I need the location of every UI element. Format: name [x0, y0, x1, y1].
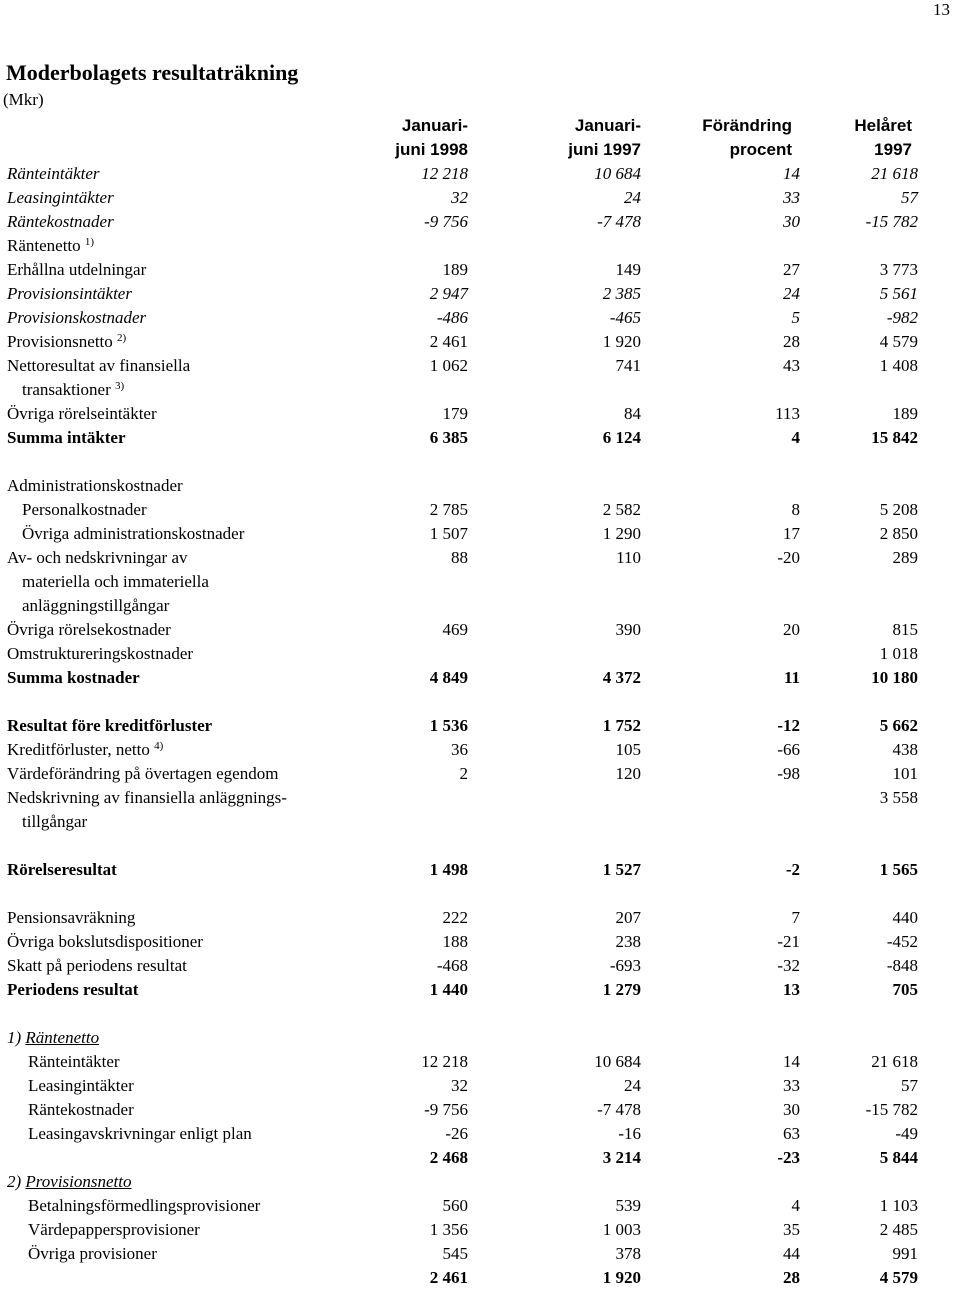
row-value: 5 561: [879, 284, 918, 303]
row-value: -26: [445, 1124, 468, 1143]
row-label: Periodens resultat: [7, 980, 139, 999]
table-row: [0, 330, 960, 354]
table-row: [0, 1266, 960, 1290]
row-value: 705: [892, 980, 918, 999]
row-value: 33: [783, 188, 800, 207]
row-label: Kreditförluster, netto $^{4)}$: [7, 740, 164, 759]
row-value: 2 485: [879, 1220, 918, 1239]
table-row: [0, 978, 960, 1002]
table-row: [0, 1242, 960, 1266]
row-value: 20: [783, 620, 800, 639]
row-value: 28: [783, 332, 800, 351]
table-row: [0, 162, 960, 186]
row-value: 6 385: [429, 428, 468, 447]
row-value: 4 579: [879, 1268, 918, 1287]
row-value: 1 062: [429, 356, 468, 375]
row-value: -20: [777, 548, 800, 567]
unit-note: (Mkr): [3, 90, 44, 109]
table-row: [0, 666, 960, 690]
row-value: 189: [892, 404, 918, 423]
row-label: Nettoresultat av finansiella: [7, 356, 191, 375]
row-label: Provisionsnetto $^{2)}$: [7, 332, 127, 351]
income-statement-table: [0, 162, 960, 1290]
row-value: 2 785: [429, 500, 468, 519]
row-value: 12 218: [421, 164, 468, 183]
row-value: -9 756: [424, 212, 468, 231]
row-label: 2) Provisionsnetto: [7, 1172, 132, 1191]
row-value: 21 618: [871, 164, 918, 183]
row-label: Värdepappersprovisioner: [28, 1220, 200, 1239]
row-value: 27: [783, 260, 800, 279]
table-row: [0, 306, 960, 330]
row-value: 13: [783, 980, 800, 999]
table-row: [0, 810, 960, 834]
row-value: 189: [442, 260, 468, 279]
row-value: 1 408: [879, 356, 918, 375]
row-label: Övriga administrationskostnader: [22, 524, 245, 543]
row-label: Övriga rörelseintäkter: [7, 404, 157, 423]
column-header-full-year-1997: Helåret 1997: [854, 116, 912, 159]
row-value: 188: [442, 932, 468, 951]
row-value: -21: [777, 932, 800, 951]
table-row: [0, 546, 960, 570]
row-value: 741: [615, 356, 641, 375]
row-value: 2 850: [879, 524, 918, 543]
table-row: [0, 1218, 960, 1242]
row-value: 4: [791, 428, 800, 447]
row-value: 88: [451, 548, 468, 567]
row-value: 1 290: [602, 524, 641, 543]
row-value: 149: [615, 260, 641, 279]
row-value: -468: [436, 956, 468, 975]
row-value: 21 618: [871, 1052, 918, 1071]
row-value: 120: [615, 764, 641, 783]
row-label: Summa kostnader: [7, 668, 140, 687]
row-value: 44: [783, 1244, 800, 1263]
row-value: 6 124: [602, 428, 641, 447]
row-value: 1 103: [879, 1196, 918, 1215]
row-value: 113: [775, 404, 800, 423]
row-label: Personalkostnader: [22, 500, 147, 519]
row-value: 179: [442, 404, 468, 423]
row-label: Skatt på periodens resultat: [7, 956, 187, 975]
table-row: [0, 570, 960, 594]
row-label: Rörelseresultat: [7, 860, 117, 879]
row-value: 1 440: [429, 980, 468, 999]
spacer-row: [0, 882, 960, 906]
row-value: 57: [901, 188, 918, 207]
row-label: tillgångar: [22, 812, 88, 831]
row-label: Resultat före kreditförluster: [7, 716, 213, 735]
row-value: -23: [777, 1148, 800, 1167]
row-value: 2: [459, 764, 468, 783]
row-value: -15 782: [865, 212, 918, 231]
column-header-change-percent: Förändring procent: [702, 116, 792, 159]
row-value: 5 208: [879, 500, 918, 519]
row-value: 15 842: [871, 428, 918, 447]
row-value: 238: [615, 932, 641, 951]
row-label: Betalningsförmedlingsprovisioner: [28, 1196, 261, 1215]
row-value: 1 356: [429, 1220, 468, 1239]
column-header-jan-jun-1997: Januari- juni 1997: [568, 116, 641, 159]
row-value: -12: [777, 716, 800, 735]
row-value: 12 218: [421, 1052, 468, 1071]
table-row: [0, 642, 960, 666]
row-value: 30: [783, 212, 800, 231]
row-value: 30: [783, 1100, 800, 1119]
table-row: [0, 1074, 960, 1098]
row-value: 1 527: [602, 860, 641, 879]
row-label: Övriga rörelsekostnader: [7, 620, 171, 639]
row-value: -98: [777, 764, 800, 783]
row-value: 32: [451, 188, 468, 207]
row-label: anläggningstillgångar: [22, 596, 170, 615]
row-value: 222: [442, 908, 468, 927]
row-label: Administrationskostnader: [7, 476, 183, 495]
table-row: [0, 738, 960, 762]
row-label: Erhållna utdelningar: [7, 260, 147, 279]
row-label: Övriga provisioner: [28, 1244, 157, 1263]
row-value: 1 752: [602, 716, 641, 735]
row-value: -848: [886, 956, 918, 975]
row-value: 10 684: [594, 1052, 641, 1071]
row-value: 105: [615, 740, 641, 759]
row-value: 5 844: [879, 1148, 918, 1167]
row-label: Provisionskostnader: [7, 308, 147, 327]
row-value: 24: [624, 188, 641, 207]
column-header-jan-jun-1998: Januari- juni 1998: [395, 116, 468, 159]
row-value: 560: [442, 1196, 468, 1215]
row-value: -15 782: [865, 1100, 918, 1119]
row-value: 10 684: [594, 164, 641, 183]
row-value: 14: [783, 164, 800, 183]
row-label: Leasingintäkter: [7, 188, 114, 207]
row-value: 2 461: [429, 1268, 468, 1287]
row-value: 2 947: [429, 284, 468, 303]
row-value: 28: [783, 1268, 800, 1287]
row-label: 1) Räntenetto: [7, 1028, 100, 1047]
table-row: [0, 618, 960, 642]
table-row: [0, 1122, 960, 1146]
row-value: 378: [615, 1244, 641, 1263]
row-value: 33: [783, 1076, 800, 1095]
row-value: 10 180: [871, 668, 918, 687]
table-row: [0, 786, 960, 810]
spacer-row: [0, 450, 960, 474]
row-value: 4: [791, 1196, 800, 1215]
row-value: 3 214: [602, 1148, 641, 1167]
row-value: -9 756: [424, 1100, 468, 1119]
row-label: Nedskrivning av finansiella anläggnings-: [7, 788, 287, 807]
row-value: 4 579: [879, 332, 918, 351]
row-value: 36: [451, 740, 468, 759]
row-value: 1 498: [429, 860, 468, 879]
row-value: 5: [791, 308, 800, 327]
row-value: 289: [892, 548, 918, 567]
table-row: [0, 1050, 960, 1074]
row-value: 3 558: [879, 788, 918, 807]
table-row: [0, 1194, 960, 1218]
row-value: -693: [609, 956, 641, 975]
row-label: Leasingavskrivningar enligt plan: [28, 1124, 252, 1143]
table-row: [0, 426, 960, 450]
table-row: [0, 474, 960, 498]
row-value: 1 279: [602, 980, 641, 999]
row-value: 17: [783, 524, 800, 543]
row-value: -16: [618, 1124, 641, 1143]
row-value: 469: [442, 620, 468, 639]
spacer-row: [0, 834, 960, 858]
row-value: 43: [783, 356, 800, 375]
row-value: -7 478: [597, 212, 641, 231]
table-row: [0, 402, 960, 426]
row-value: -66: [777, 740, 800, 759]
row-value: 1 920: [602, 332, 641, 351]
row-value: 545: [442, 1244, 468, 1263]
row-value: -982: [886, 308, 918, 327]
row-label: Ränteintäkter: [28, 1052, 120, 1071]
row-label: Pensionsavräkning: [7, 908, 136, 927]
row-label: Provisionsintäkter: [7, 284, 132, 303]
table-row: [0, 594, 960, 618]
row-label: Räntekostnader: [7, 212, 114, 231]
row-value: 1 507: [429, 524, 468, 543]
table-row: [0, 762, 960, 786]
row-value: 24: [783, 284, 800, 303]
row-value: 438: [892, 740, 918, 759]
row-value: -2: [785, 860, 800, 879]
table-row: [0, 1098, 960, 1122]
row-value: 101: [892, 764, 918, 783]
row-value: 32: [451, 1076, 468, 1095]
table-row: [0, 954, 960, 978]
row-value: 8: [791, 500, 800, 519]
row-value: 2 461: [429, 332, 468, 351]
table-row: [0, 210, 960, 234]
row-value: 35: [783, 1220, 800, 1239]
table-row: [0, 522, 960, 546]
row-value: 14: [783, 1052, 800, 1071]
row-label: Värdeförändring på övertagen egendom: [7, 764, 279, 783]
row-label: Räntenetto $^{1)}$: [7, 236, 95, 255]
row-value: 5 662: [879, 716, 918, 735]
table-row: [0, 1026, 960, 1050]
table-row: [0, 282, 960, 306]
row-value: -452: [886, 932, 918, 951]
table-row: [0, 498, 960, 522]
row-value: 24: [624, 1076, 641, 1095]
row-value: 4 849: [429, 668, 468, 687]
table-row: [0, 234, 960, 258]
table-row: [0, 258, 960, 282]
row-value: 991: [892, 1244, 918, 1263]
row-label: Leasingintäkter: [28, 1076, 134, 1095]
row-value: -486: [436, 308, 468, 327]
row-label: Ränteintäkter: [7, 164, 100, 183]
row-value: -32: [777, 956, 800, 975]
table-row: [0, 1146, 960, 1170]
row-value: 1 920: [602, 1268, 641, 1287]
row-value: 1 018: [879, 644, 918, 663]
table-row: [0, 930, 960, 954]
row-label: Övriga bokslutsdispositioner: [7, 932, 203, 951]
table-row: [0, 354, 960, 378]
page-number: 13: [933, 0, 950, 19]
row-value: 4 372: [602, 668, 641, 687]
row-label: Omstruktureringskostnader: [7, 644, 194, 663]
row-value: 390: [615, 620, 641, 639]
spacer-row: [0, 1002, 960, 1026]
row-label: Av- och nedskrivningar av: [7, 548, 188, 567]
row-value: 57: [901, 1076, 918, 1095]
row-label: materiella och immateriella: [22, 572, 209, 591]
page-title: Moderbolagets resultaträkning: [6, 60, 299, 85]
row-value: 1 565: [879, 860, 918, 879]
row-value: 110: [616, 548, 641, 567]
row-value: 84: [624, 404, 641, 423]
row-value: 7: [791, 908, 800, 927]
row-value: -465: [609, 308, 641, 327]
row-value: 2 385: [602, 284, 641, 303]
row-value: 815: [892, 620, 918, 639]
table-row: [0, 714, 960, 738]
row-label: Summa intäkter: [7, 428, 126, 447]
row-value: -7 478: [597, 1100, 641, 1119]
table-row: [0, 906, 960, 930]
row-value: 207: [615, 908, 641, 927]
row-value: 2 468: [429, 1148, 468, 1167]
table-row: [0, 378, 960, 402]
row-value: 63: [783, 1124, 800, 1143]
row-value: 1 536: [429, 716, 468, 735]
row-value: 2 582: [602, 500, 641, 519]
spacer-row: [0, 690, 960, 714]
row-value: 3 773: [879, 260, 918, 279]
row-value: -49: [895, 1124, 918, 1143]
table-row: [0, 186, 960, 210]
row-value: 539: [615, 1196, 641, 1215]
row-value: 440: [892, 908, 918, 927]
table-row: [0, 1170, 960, 1194]
row-value: 11: [783, 668, 800, 687]
row-label: transaktioner $^{3)}$: [22, 380, 125, 399]
row-value: 1 003: [602, 1220, 641, 1239]
table-row: [0, 858, 960, 882]
row-label: Räntekostnader: [28, 1100, 134, 1119]
